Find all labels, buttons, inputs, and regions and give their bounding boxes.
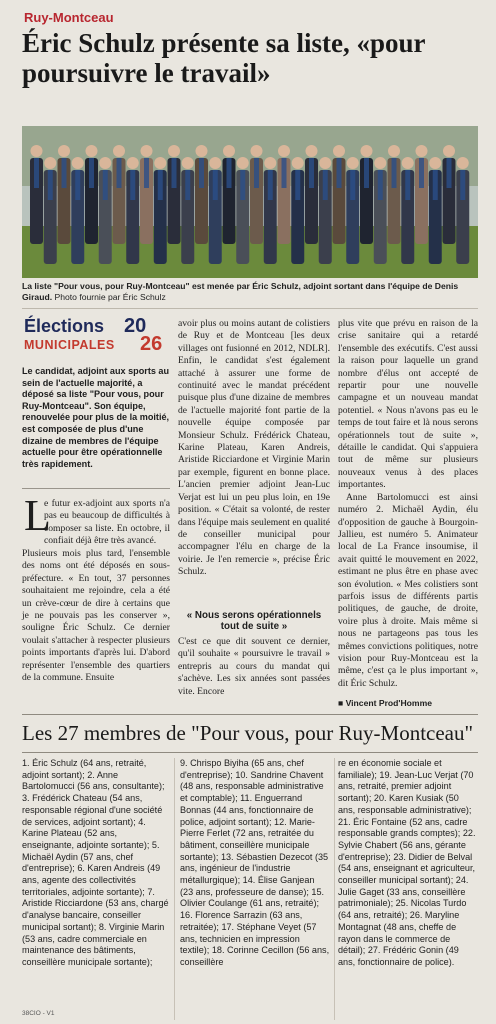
logo-line2: MUNICIPALES bbox=[24, 338, 115, 352]
person-scarf bbox=[337, 158, 342, 188]
logo-line1: Élections bbox=[24, 316, 105, 336]
person-scarf bbox=[48, 170, 53, 200]
group-photo-illustration bbox=[22, 126, 478, 278]
logo-year-bottom: 26 bbox=[140, 333, 163, 355]
person-scarf bbox=[199, 158, 204, 188]
person-head bbox=[457, 157, 469, 169]
person-head bbox=[168, 145, 180, 157]
person-scarf bbox=[185, 170, 190, 200]
person-head bbox=[209, 157, 221, 169]
column-divider bbox=[174, 758, 175, 1020]
person-head bbox=[72, 157, 84, 169]
person-head bbox=[319, 157, 331, 169]
divider bbox=[22, 488, 170, 489]
article-body-middle: avoir plus ou moins autant de colistiers de Ruy et de Montceau [les deux villages ont fusionné en 2012, NDLR]. Enfin, le candidat s'est également attaché à assurer une forme de continuité avec le mandat précédent puisque plus d'une dizaine de membres de l'actuelle majorité font partie de la nouvelle équipe composée par Monsieur Schulz. Frédérick Chateau, Karine Plateau, Karen Andreis, Aristide Ricciardone et Virginie Marin par exemple, figurent en bonne place. L'ancien premier adjoint Jean-Luc Verjat est lui un peu plus loin, en 19e position. « C'était sa volonté, de rester dans l'équipe mais seulement en qualité de conseiller municipal pour accompagner l'élu en charge de la voirie. Je l'en remercie », précise Éric Schulz. bbox=[178, 318, 330, 578]
article-body-left: Plusieurs mois plus tard, l'ensemble des noms ont été déposés en sous-préfecture. « En tout, 37 personnes souhaitaient me rejoindre, cela a été un crève-cœur de dire à certains que je ne pouvais pas les conserver », souligne Éric Schulz. Ce dernier voulait s'attacher à respecter plusieurs points importants d'après lui. D'abord représenter l'ensemble des quartiers de la commune. Ensuite bbox=[22, 548, 170, 684]
divider bbox=[22, 308, 478, 309]
person-scarf bbox=[158, 170, 163, 200]
person-scarf bbox=[405, 170, 410, 200]
person-head bbox=[86, 145, 98, 157]
page-folio: 38CIO - V1 bbox=[22, 1010, 55, 1017]
person-scarf bbox=[447, 158, 452, 188]
person-scarf bbox=[323, 170, 328, 200]
person-head bbox=[31, 145, 43, 157]
candidate-list-column-2: 9. Chrispo Biyiha (65 ans, chef d'entreprise); 10. Sandrine Chavent (48 ans, responsable administrative et comptable); 11. Enguerrand Bonnas (44 ans, fonctionnaire de police, adjoint sortant); 12. Marie-Pierre Ferlet (72 ans, retraitée du bâtiment, conseillère municipale sortante); 13. Sébastien Dezecot (35 ans, ingénieur de l'industrie métallurgique); 14. Élise Ganjean (23 ans, professeure de danse); 15. Olivier Coulange (61 ans, retraité); 16. Florence Sarrazin (63 ans, retraitée); 17. Stéphane Veyet (57 ans, technicien en impression textile); 18. Corinne Cecillon (56 ans, conseillère bbox=[180, 758, 330, 967]
article-kicker: Ruy-Montceau bbox=[24, 10, 114, 25]
person-scarf bbox=[117, 158, 122, 188]
person-scarf bbox=[350, 170, 355, 200]
article-lead: Le candidat, adjoint aux sports au sein de l'actuelle majorité, a déposé sa liste "Pour vous, pour Ruy-Montceau". Son équipe, renouvelée pour plus de la moitié, est composée de plus d'une dizaine de membres de l'équipe actuelle pour être opérationnelle très rapidement. bbox=[22, 366, 170, 469]
logo-year-top: 20 bbox=[124, 315, 147, 337]
person-head bbox=[127, 157, 139, 169]
group-photo bbox=[22, 126, 478, 278]
list-title: Les 27 membres de "Pour vous, pour Ruy-Montceau" bbox=[22, 721, 474, 745]
elections-logo bbox=[22, 316, 172, 360]
person-scarf bbox=[227, 158, 232, 188]
caption-credit: Photo fournie par Éric Schulz bbox=[54, 292, 166, 302]
person-head bbox=[141, 145, 153, 157]
person-scarf bbox=[34, 158, 39, 188]
person-scarf bbox=[62, 158, 67, 188]
person-scarf bbox=[392, 158, 397, 188]
person-scarf bbox=[240, 170, 245, 200]
person-head bbox=[196, 145, 208, 157]
person-scarf bbox=[460, 170, 465, 200]
person-head bbox=[58, 145, 70, 157]
person-scarf bbox=[172, 158, 177, 188]
person-head bbox=[402, 157, 414, 169]
article-body-middle-2: C'est ce que dit souvent ce dernier, qu'il souhaite « poursuivre le travail » entrepris au cours du mandat qui s'achève. Les six années sont passées vite. Encore bbox=[178, 636, 330, 697]
person-head bbox=[113, 145, 125, 157]
candidate-list-column-3: re en économie sociale et familiale); 19. Jean-Luc Verjat (70 ans, retraité, premier adjoint sortant); 20. Karen Kusiak (50 ans, responsable administrative); 21. Éric Fontaine (52 ans, cadre responsable grands comptes); 22. Sylvie Chabert (56 ans, gérante d'entreprise); 23. Didier de Belval (54 ans, enseignant et agriculteur, conseiller municipal sortant); 24. Julie Gaget (33 ans, conseillère patrimoniale); 25. Nicolas Turdo (64 ans, retraité); 26. Maryline Montagnat (48 ans, cheffe de rayon dans le commerce de détail); 27. Frédéric Gonin (49 ans, fonctionnaire de police). bbox=[338, 758, 476, 967]
paragraph: plus vite que prévu en raison de la crise sanitaire qui a retardé l'ensemble des exécutifs. C'est aussi la raison pour laquelle un grand nombre d'élus ont accepté de repartir pour une nouvelle campagne et un nouveau mandat potentiel. « Nous n'avons pas eu le temps de tout faire et là nous serons opérationnels tout de suite », détaille le candidat. Qui s'appuiera tout de même sur plusieurs nouveaux venus à des places importantes. bbox=[338, 318, 478, 491]
person-head bbox=[361, 145, 373, 157]
person-head bbox=[416, 145, 428, 157]
person-scarf bbox=[295, 170, 300, 200]
person-head bbox=[333, 145, 345, 157]
paragraph: Anne Bartolomucci est ainsi numéro 2. Michaël Aydin, élu d'opposition de gauche à Bourgoin-Jallieu, est numéro 5. Animateur local de La France insoumise, il avait quitté le mouvement en 2022, estimant ne plus être en phase avec son évolution. « Mes colistiers sont parfois issus de différents partis politiques, de gauche, de droite, voire plus à droite. Mais même si nous ne partageons pas tous les mêmes convictions politiques, notre vision pour Ruy-Montceau est la même, c'est ça le plus important », dit Éric Schulz. bbox=[338, 491, 478, 689]
person-scarf bbox=[75, 170, 80, 200]
person-scarf bbox=[433, 170, 438, 200]
person-head bbox=[306, 145, 318, 157]
person-scarf bbox=[282, 158, 287, 188]
person-head bbox=[264, 157, 276, 169]
photo-caption bbox=[22, 281, 478, 303]
person-head bbox=[182, 157, 194, 169]
person-head bbox=[154, 157, 166, 169]
person-scarf bbox=[130, 170, 135, 200]
person-scarf bbox=[144, 158, 149, 188]
person-scarf bbox=[89, 158, 94, 188]
person-scarf bbox=[378, 170, 383, 200]
person-head bbox=[443, 145, 455, 157]
candidate-list-column-1: 1. Éric Schulz (64 ans, retraité, adjoint sortant); 2. Anne Bartolomucci (56 ans, consultante); 3. Frédérick Chateau (54 ans, responsable régional d'une société de services, adjoint sortant); 4. Karine Plateau (52 ans, enseignante, adjointe sortante); 5. Michaël Aydin (57 ans, chef d'entreprise); 6. Karen Andreis (49 ans, agente des collectivités territoriales, adjointe sortante); 7. Aristide Ricciardone (53 ans, chargé d'analyse bancaire, conseiller municipal sortant); 8. Virginie Marin (53 ans, cadre commerciale en maintenance des bâtiments, conseillère municipale sortante); bbox=[22, 758, 169, 967]
person-scarf bbox=[364, 158, 369, 188]
person-scarf bbox=[213, 170, 218, 200]
divider bbox=[22, 752, 478, 753]
article-subhead: « Nous serons opérationnels tout de suite » bbox=[186, 610, 322, 632]
article-body-right bbox=[338, 318, 478, 690]
person-scarf bbox=[268, 170, 273, 200]
logo-year bbox=[122, 316, 172, 358]
person-head bbox=[388, 145, 400, 157]
article-headline: Éric Schulz présente sa liste, «pour poursuivre le travail» bbox=[22, 28, 425, 88]
person-head bbox=[292, 157, 304, 169]
person-head bbox=[278, 145, 290, 157]
person-head bbox=[347, 157, 359, 169]
column-divider bbox=[334, 758, 335, 1020]
person-head bbox=[223, 145, 235, 157]
person-scarf bbox=[419, 158, 424, 188]
article-body-start: e futur ex-adjoint aux sports n'a pas eu beaucoup de difficultés à composer sa liste. En octobre, il confiait déjà être très avancé. bbox=[44, 498, 170, 547]
divider bbox=[22, 714, 478, 715]
person-head bbox=[99, 157, 111, 169]
person-head bbox=[44, 157, 56, 169]
person-head bbox=[374, 157, 386, 169]
person-scarf bbox=[254, 158, 259, 188]
person-scarf bbox=[309, 158, 314, 188]
person-head bbox=[251, 145, 263, 157]
author-signature: ■ Vincent Prod'Homme bbox=[338, 698, 432, 708]
caption-text: La liste "Pour vous, pour Ruy-Montceau" est menée par Éric Schulz, adjoint sortant dans l'équipe de Denis Giraud. bbox=[22, 281, 459, 302]
person-head bbox=[429, 157, 441, 169]
drop-cap: L bbox=[24, 491, 51, 540]
person-scarf bbox=[103, 170, 108, 200]
person-head bbox=[237, 157, 249, 169]
